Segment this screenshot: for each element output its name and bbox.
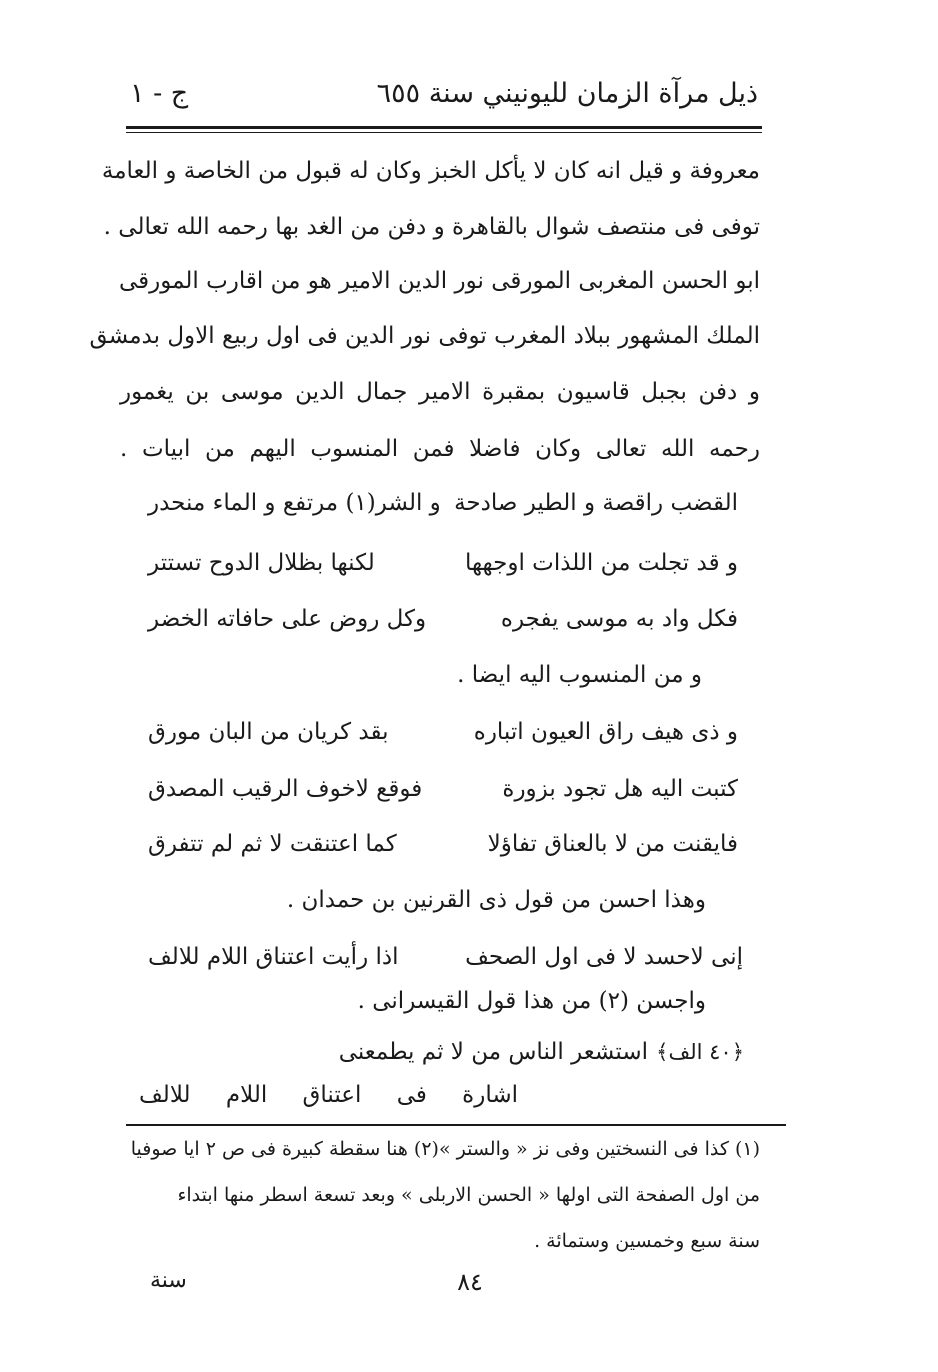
verse-second-hemistich: اشارة فى اعتناق اللام للالف xyxy=(139,1082,518,1108)
verse-second-hemistich: كما اعتنقت لا ثم لم تتفرق xyxy=(148,831,397,857)
verse-intro: واجسن (٢) من هذا قول القيسرانى . xyxy=(357,988,706,1014)
verse-first-hemistich: و قد تجلت من اللذات اوجهها xyxy=(464,550,738,576)
body-line: و دفن بجبل قاسيون بمقبرة الامير جمال الدين موسى بن يغمور xyxy=(120,379,760,405)
verse-first-hemistich: إنى لاحسد لا فى اول الصحف xyxy=(465,944,743,970)
verse-first-hemistich: استشعر الناس من لا ثم يطمعنى xyxy=(338,1039,648,1065)
header-rule-thin xyxy=(126,132,762,133)
body-line: معروفة و قيل انه كان لا يأكل الخبز وكان له قبول من الخاصة و العامة xyxy=(101,158,760,184)
manuscript-folio-marker: ﴿٤٠ الف﴾ xyxy=(656,1040,744,1064)
running-title: ذيل مرآة الزمان لليونيني سنة ٦٥٥ xyxy=(376,78,758,109)
verse-second-hemistich: اذا رأيت اعتناق اللام للالف xyxy=(148,944,399,970)
verse-first-hemistich: القضب راقصة و الطير صادحة xyxy=(454,490,738,516)
body-line: ابو الحسن المغربى المورقى نور الدين الامير هو من اقارب المورقى xyxy=(118,268,760,294)
footnote-line: (١) كذا فى النسختين وفى نز « والستر »(٢) هنا سقطة كبيرة فى ص ٢ ايا صوفيا xyxy=(130,1138,760,1160)
verse-second-hemistich: لكنها بظلال الدوح تستتر xyxy=(148,550,375,576)
verse-second-hemistich: و الشر(١) مرتفع و الماء منحدر xyxy=(148,490,441,516)
body-line: توفى فى منتصف شوال بالقاهرة و دفن من الغد بها رحمه الله تعالى . xyxy=(103,214,760,240)
body-line: رحمه الله تعالى وكان فاضلا فمن المنسوب اليهم من ابيات . xyxy=(120,436,760,462)
footnote-separator xyxy=(126,1124,786,1126)
footnote-line: من اول الصفحة التى اولها « الحسن الاربلى » وبعد تسعة اسطر منها ابتداء xyxy=(177,1184,760,1206)
page-number: ٨٤ xyxy=(457,1268,483,1296)
footnote-line: سنة سبع وخمسين وستمائة . xyxy=(534,1230,760,1252)
running-header xyxy=(130,78,758,118)
verse-first-hemistich: فكل واد به موسى يفجره xyxy=(500,606,738,632)
volume-label: ج - ١ xyxy=(130,78,189,109)
verse-first-hemistich: فايقنت من لا بالعناق تفاؤلا xyxy=(487,831,738,857)
verse-second-hemistich: فوقع لاخوف الرقيب المصدق xyxy=(148,776,423,802)
body-line: الملك المشهور ببلاد المغرب توفى نور الدين فى اول ربيع الاول بدمشق xyxy=(89,323,760,349)
verse-intro: وهذا احسن من قول ذى القرنين بن حمدان . xyxy=(286,887,706,913)
verse-first-hemistich: كتبت اليه هل تجود بزورة xyxy=(502,776,738,802)
verse-first-hemistich: و ذى هيف راق العيون اتباره xyxy=(473,719,738,745)
catchword: سنة xyxy=(150,1268,187,1293)
header-rule xyxy=(126,126,762,129)
verse-intro: و من المنسوب اليه ايضا . xyxy=(457,662,702,688)
verse-second-hemistich: بقد كريان من البان مورق xyxy=(148,719,389,745)
verse-second-hemistich: وكل روض على حافاته الخضر xyxy=(148,606,427,632)
